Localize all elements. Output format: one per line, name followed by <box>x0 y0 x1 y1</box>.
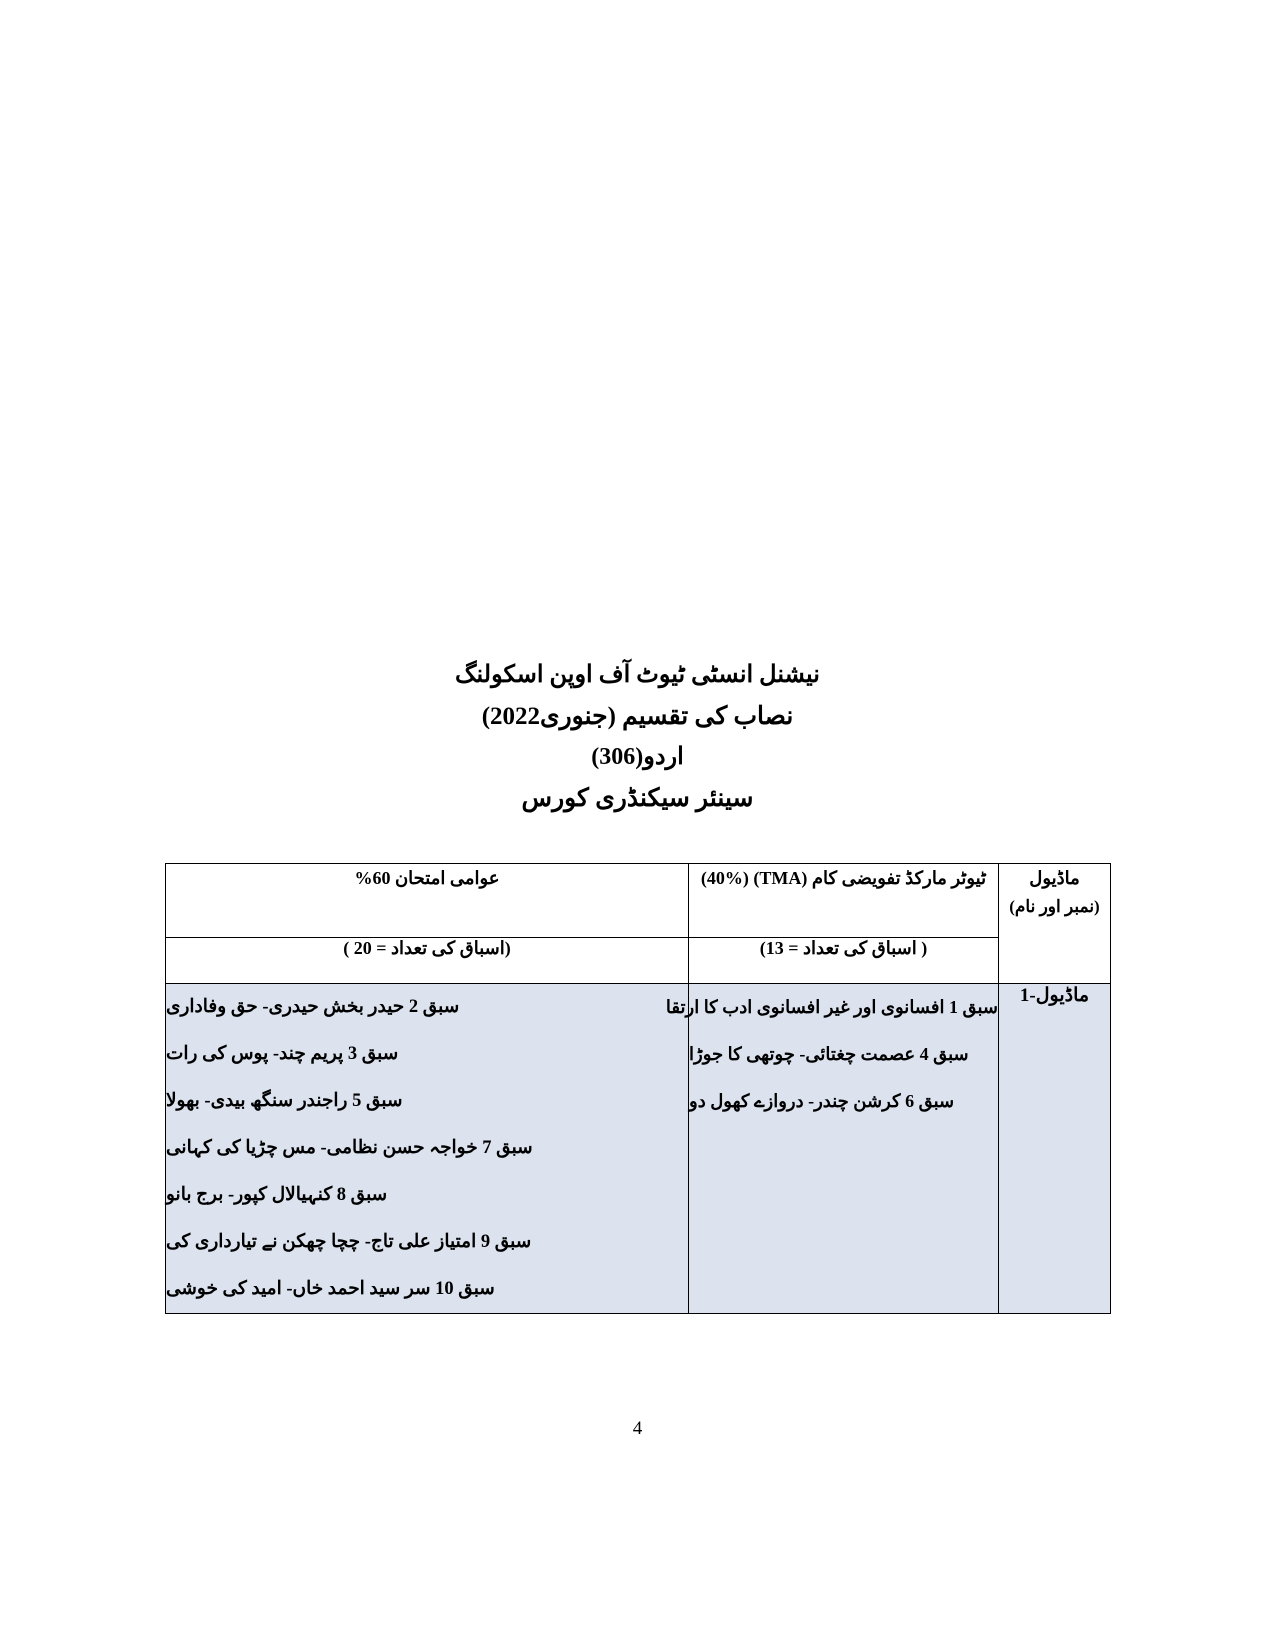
count-cell-exam <box>166 938 689 984</box>
exam-lesson-list <box>166 984 688 1313</box>
tma-lessons-cell <box>665 984 999 1314</box>
list-item: سبق 2 حیدر بخش حیدری- حق وفاداری <box>166 997 460 1017</box>
list-item: سبق 5 راجندر سنگھ بیدی- بھولا <box>166 1091 403 1111</box>
list-item: سبق 7 خواجہ حسن نظامی- مس چڑیا کی کہانی <box>166 1138 533 1158</box>
header-exam-label: عوامی امتحان 60% <box>354 868 500 888</box>
count-cell-tma <box>689 938 999 984</box>
header-module-label: ماڈیول <box>1029 868 1080 888</box>
list-item: سبق 1 افسانوی اور غیر افسانوی ادب کا ارتقا <box>665 997 998 1017</box>
tma-lesson-count: ( اسباق کی تعداد = 13) <box>759 938 928 958</box>
header-cell-tma <box>689 864 999 938</box>
header-cell-exam <box>166 864 689 938</box>
table-count-row <box>166 938 1111 984</box>
page-number: 4 <box>632 1418 643 1439</box>
header-cell-module <box>999 864 1111 984</box>
exam-lesson-count: (اسباق کی تعداد = 20 ) <box>343 938 511 958</box>
list-item: سبق 10 سر سید احمد خاں- امید کی خوشی <box>166 1279 495 1299</box>
list-item: سبق 8 کنہیالال کپور- برج بانو <box>166 1185 388 1205</box>
heading-institute-name: نیشنل انسٹی ٹیوٹ آف اوپن اسکولنگ <box>455 662 820 688</box>
list-item: سبق 3 پریم چند- پوس کی رات <box>166 1044 399 1064</box>
module-name: ماڈیول-1 <box>1019 985 1090 1006</box>
list-item: سبق 9 امتیاز علی تاج- چچا چھکن نے تیارداری کی <box>166 1232 532 1252</box>
list-item: سبق 4 عصمت چغتائی- چوتھی کا جوڑا <box>689 1044 969 1064</box>
tma-lesson-list <box>665 984 998 1125</box>
header-tma-label: ٹیوٹر مارکڈ تفویضی کام (TMA) (40%) <box>700 868 987 888</box>
module-cell <box>999 984 1111 1314</box>
document-heading <box>0 655 1275 819</box>
exam-lessons-cell <box>166 984 689 1314</box>
syllabus-table <box>165 863 1111 1314</box>
heading-subject-code: اردو(306) <box>591 744 684 770</box>
list-item: سبق 6 کرشن چندر- دروازے کھول دو <box>689 1091 955 1111</box>
table-row <box>166 984 1111 1314</box>
header-module-sublabel: (نمبر اور نام) <box>1009 897 1100 916</box>
heading-syllabus-distribution: نصاب کی تقسیم (جنوری2022) <box>481 703 794 730</box>
heading-course-level: سینئر سیکنڈری کورس <box>521 785 754 812</box>
table-header-row <box>166 864 1111 938</box>
